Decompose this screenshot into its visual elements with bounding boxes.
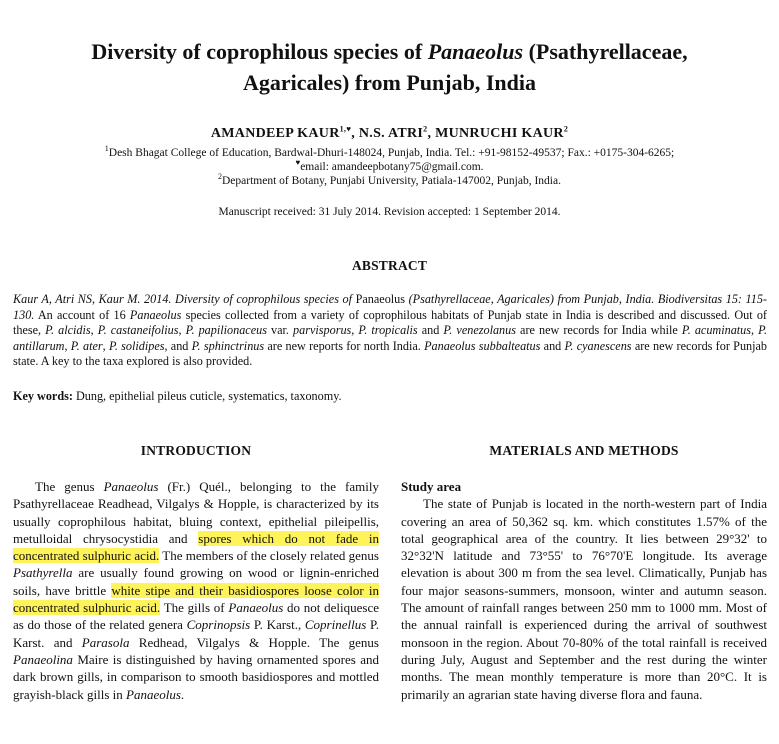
- study-area-subheading: Study area: [401, 479, 462, 494]
- genus: Panaeolus: [228, 600, 284, 616]
- aff1-sup: 1: [104, 144, 109, 154]
- highlighted-text: spores which do not fade in concentrated sulphuric acid.: [13, 530, 379, 564]
- species: P. venezolanus: [443, 323, 516, 337]
- text: P. Karst.,: [250, 617, 305, 633]
- punct: ,: [178, 323, 186, 337]
- abstract-text: are new reports for north India.: [264, 338, 425, 353]
- text: The members of the closely related genus: [159, 548, 379, 564]
- introduction-heading: INTRODUCTION: [140, 443, 252, 458]
- aff2-text: Department of Botany, Punjabi University, Patiala-147002, Punjab, India.: [222, 175, 561, 187]
- keywords: [13, 389, 767, 404]
- author-2-sup: 2: [423, 124, 428, 134]
- email-sup: ♥: [295, 158, 301, 168]
- genus: Panaeolus: [126, 686, 181, 702]
- species: P. tropicalis: [358, 323, 418, 337]
- genus: Panaeolina: [13, 651, 73, 667]
- title-part: (Psathyrellaceae,: [523, 39, 688, 64]
- methods-column: [401, 478, 767, 703]
- affiliation-2: [0, 174, 779, 188]
- citation-genus: Panaeolus: [355, 292, 406, 306]
- text: P. Karst. and: [13, 617, 379, 650]
- title-part: Diversity of coprophilous species of: [91, 39, 428, 64]
- intro-paragraph: [13, 478, 379, 703]
- email-line: [0, 160, 779, 174]
- punct: ,: [90, 323, 98, 337]
- genus: Panaeolus: [103, 479, 159, 494]
- manuscript-dates: Manuscript received: 31 July 2014. Revision accepted: 1 September 2014.: [218, 206, 561, 218]
- abstract-body: [13, 292, 767, 370]
- abstract-text: var.: [266, 323, 294, 337]
- keywords-text: Dung, epithelial pileus cuticle, systematics, taxonomy.: [72, 389, 342, 403]
- genus: Psathyrella: [13, 565, 73, 581]
- text: Redhead, Vilgalys & Hopple. The genus: [129, 634, 379, 650]
- text: are usually found growing on wood or lignin-enriched soils, have brittle: [13, 565, 379, 598]
- text: Maire is distinguished by having ornamented spores and dark brown gills, in comparison to smooth basidiospores and mottled grayish-black gills in: [13, 651, 379, 702]
- species: P. cyanescens: [564, 338, 632, 353]
- aff1-text: Desh Bhagat College of Education, Bardwal-Dhuri-148024, Punjab, India. Tel.: +91-98152-49537; Fax.: +0175-304-6265;: [108, 147, 675, 159]
- species: P. antillarum: [13, 323, 768, 353]
- paper-title: [0, 36, 779, 98]
- species: P. acuminatus: [681, 323, 752, 337]
- methods-heading: MATERIALS AND METHODS: [489, 443, 679, 458]
- citation: (Psathyrellaceae, Agaricales) from Punjab, India. Biodiversitas 15: 115-130.: [13, 292, 767, 322]
- species: P. sphinctrinus: [191, 338, 265, 353]
- genus: Coprinellus: [304, 617, 367, 633]
- email-text: email: amandeepbotany75@gmail.com.: [300, 161, 484, 173]
- highlighted-text: white stipe and their basidiospores loose color in concentrated sulphuric acid.: [13, 582, 379, 616]
- genus: Parasola: [81, 634, 130, 650]
- abstract-text: species collected from a variety of coprophilous habitats of Punjab state in India is described and discussed. Out of these,: [13, 307, 767, 337]
- text: (Fr.) Quél., belonging to the family Psathyrellaceae Readhead, Vilgalys & Hopple, is characterized by its usually coprophilous habitat, bluing context, epithelial pileipellis, metulloidal chrysocystidia and: [13, 479, 379, 546]
- author-2: , N.S. ATRI: [351, 126, 424, 141]
- abstract-text: , and: [164, 338, 192, 353]
- abstract-text: and: [540, 338, 565, 353]
- punct: ,: [64, 338, 71, 353]
- punct: ,: [751, 323, 759, 337]
- citation: Kaur A, Atri NS, Kaur M. 2014. Diversity of coprophilous species of: [13, 292, 356, 306]
- genus: Coprinopsis: [186, 617, 251, 633]
- abstract-text: An account of 16: [34, 307, 130, 322]
- abstract-text: are new records for Punjab state. A key to the taxa explored is also provided.: [13, 338, 768, 368]
- author-3: , MUNRUCHI KAUR: [427, 126, 564, 141]
- introduction-column: [13, 478, 379, 703]
- text: The gills of: [160, 600, 229, 616]
- species: P. solidipes: [108, 338, 165, 353]
- genus: Panaeolus: [129, 307, 182, 322]
- title-genus: Panaeolus: [427, 39, 524, 64]
- species: Panaeolus subbalteatus: [424, 338, 541, 353]
- species: P. papilionaceus: [185, 323, 267, 337]
- aff2-sup: 2: [218, 172, 222, 182]
- text: .: [180, 686, 185, 702]
- text: The genus: [35, 479, 104, 494]
- author-1: AMANDEEP KAUR: [210, 126, 340, 141]
- affiliation-1: [0, 146, 779, 160]
- abstract-heading: ABSTRACT: [351, 258, 428, 273]
- species: P. castaneifolius: [97, 323, 179, 337]
- text: do not deliquesce as do those of the related genera: [13, 600, 380, 633]
- methods-paragraph: The state of Punjab is located in the north-western part of India covering an area of 50,362 sq. km. which constitutes 1.57% of the total geographical area of the country. It lies between 29°32' to 32°32'N latitude and 73°55' to 76°70'E longitude. Its average elevation is about 300 m from the sea level. Climatically, Punjab has four major seasons-summers, monsoon, winter and autumn season. The amount of rainfall ranges between 250 mm to 1000 mm. Most of the annual rainfall is experienced during the arrival of southwest monsoon in the region. About 70-80% of the total rainfall is received during July, August and September and the rest during the winter months. The mean monthly temperature is more than 20°C. It is primarily an agrarian state having diverse flora and fauna.: [401, 496, 767, 702]
- author-3-sup: 2: [563, 124, 569, 134]
- author-1-sup: 1,♥: [339, 124, 352, 134]
- species: P. alcidis: [45, 323, 91, 337]
- author-list: [0, 126, 779, 142]
- title-line-2: Agaricales) from Punjab, India: [243, 70, 536, 95]
- species: parvisporus: [293, 323, 352, 337]
- abstract-text: are new records for India while: [515, 323, 682, 337]
- punct: ,: [351, 323, 359, 337]
- species: P. ater: [70, 338, 103, 353]
- punct: ,: [102, 338, 109, 353]
- keywords-label: Key words:: [13, 389, 73, 403]
- abstract-text: and: [417, 323, 444, 337]
